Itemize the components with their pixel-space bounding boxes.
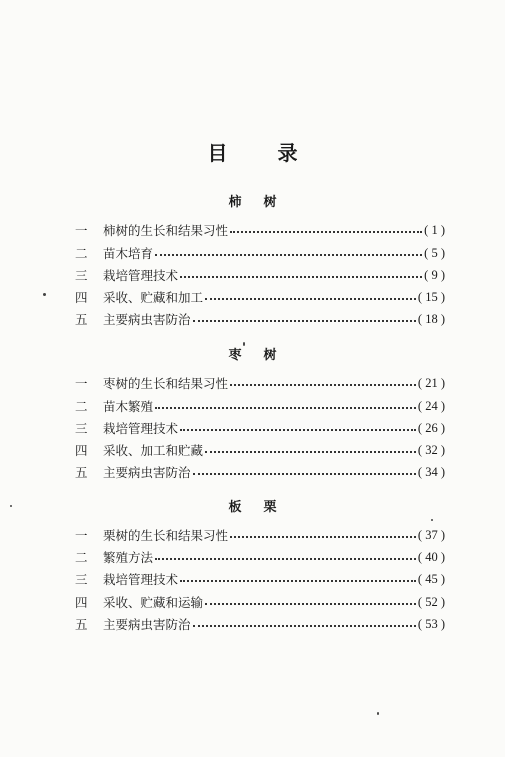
section-heading-char: 板: [228, 500, 242, 515]
toc-entry[interactable]: [75, 570, 445, 588]
toc-entry[interactable]: [75, 244, 445, 262]
entry-number: 二: [75, 246, 88, 261]
entry-page-number: ( 5 ): [424, 245, 445, 260]
section-heading-chestnut: [0, 496, 505, 515]
entry-label: 栗树的生长和结果习性: [103, 528, 229, 543]
dot-leader: [193, 473, 416, 475]
entry-label: 主要病虫害防治: [103, 617, 191, 632]
toc-entry[interactable]: [75, 374, 445, 392]
toc-entry[interactable]: [75, 593, 445, 611]
dot-leader: [180, 580, 416, 582]
entry-number: 五: [75, 617, 88, 632]
entry-label: 繁殖方法: [103, 550, 154, 565]
entry-number: 五: [75, 312, 88, 327]
section-heading-char: 柿: [228, 195, 242, 210]
dot-leader: [205, 603, 416, 605]
toc-entry[interactable]: [75, 441, 445, 459]
dot-leader: [230, 231, 422, 233]
dot-leader: [230, 384, 416, 386]
section-heading-char: 枣: [228, 348, 242, 363]
entry-number: 二: [75, 550, 88, 565]
entry-number: 四: [75, 290, 88, 305]
title-char-1: 目: [207, 141, 228, 165]
entry-page-number: ( 15 ): [417, 289, 445, 304]
entry-label: 栽培管理技术: [103, 572, 179, 587]
entry-page-number: ( 32 ): [417, 442, 445, 457]
entry-label: 采收、加工和贮藏: [103, 443, 204, 458]
title-char-2: 录: [277, 141, 298, 165]
entry-label: 柿树的生长和结果习性: [103, 223, 229, 238]
toc-entry[interactable]: [75, 221, 445, 239]
entry-number: 三: [75, 572, 88, 587]
section-heading-char: 栗: [263, 500, 277, 515]
toc-entry[interactable]: [75, 266, 445, 284]
entry-number: 二: [75, 399, 88, 414]
entry-page-number: ( 26 ): [417, 420, 445, 435]
entry-page-number: ( 34 ): [417, 464, 445, 479]
entry-label: 采收、贮藏和运输: [103, 595, 204, 610]
page-title: [0, 137, 505, 166]
dot-leader: [155, 254, 422, 256]
dot-leader: [205, 451, 416, 453]
scan-speck: [377, 712, 379, 715]
toc-entry[interactable]: [75, 288, 445, 306]
section-heading-char: 树: [263, 195, 277, 210]
dot-leader: [193, 320, 416, 322]
entry-page-number: ( 40 ): [417, 549, 445, 564]
entry-label: 枣树的生长和结果习性: [103, 376, 229, 391]
scan-speck: [10, 505, 12, 507]
entry-number: 四: [75, 595, 88, 610]
entry-label: 苗木培育: [103, 246, 154, 261]
section-heading-jujube: [0, 344, 505, 363]
toc-entry[interactable]: [75, 310, 445, 328]
entry-number: 五: [75, 465, 88, 480]
entry-page-number: ( 37 ): [417, 527, 445, 542]
scan-speck: [243, 342, 245, 346]
dot-leader: [230, 536, 416, 538]
dot-leader: [155, 558, 416, 560]
dot-leader: [205, 298, 416, 300]
section-heading-char: 树: [263, 348, 277, 363]
scan-speck: [431, 519, 433, 521]
entry-page-number: ( 21 ): [417, 375, 445, 390]
entry-label: 主要病虫害防治: [103, 312, 191, 327]
dot-leader: [155, 407, 416, 409]
toc-entry[interactable]: [75, 548, 445, 566]
entry-page-number: ( 53 ): [417, 616, 445, 631]
entry-label: 栽培管理技术: [103, 268, 179, 283]
entry-page-number: ( 52 ): [417, 594, 445, 609]
entry-number: 一: [75, 528, 88, 543]
dot-leader: [180, 276, 422, 278]
dot-leader: [193, 625, 416, 627]
entry-number: 一: [75, 223, 88, 238]
dot-leader: [180, 429, 416, 431]
entry-page-number: ( 45 ): [417, 571, 445, 586]
toc-entry[interactable]: [75, 615, 445, 633]
toc-entry[interactable]: [75, 463, 445, 481]
toc-entry[interactable]: [75, 526, 445, 544]
scan-speck: [43, 293, 46, 296]
entry-number: 三: [75, 268, 88, 283]
entry-label: 栽培管理技术: [103, 421, 179, 436]
entry-number: 三: [75, 421, 88, 436]
toc-entry[interactable]: [75, 397, 445, 415]
toc-entry[interactable]: [75, 419, 445, 437]
entry-page-number: ( 9 ): [424, 267, 445, 282]
entry-number: 四: [75, 443, 88, 458]
entry-page-number: ( 24 ): [417, 398, 445, 413]
entry-page-number: ( 1 ): [424, 222, 445, 237]
entry-page-number: ( 18 ): [417, 311, 445, 326]
entry-label: 苗木繁殖: [103, 399, 154, 414]
entry-label: 主要病虫害防治: [103, 465, 191, 480]
entry-number: 一: [75, 376, 88, 391]
entry-label: 采收、贮藏和加工: [103, 290, 204, 305]
section-heading-persimmon: [0, 191, 505, 210]
